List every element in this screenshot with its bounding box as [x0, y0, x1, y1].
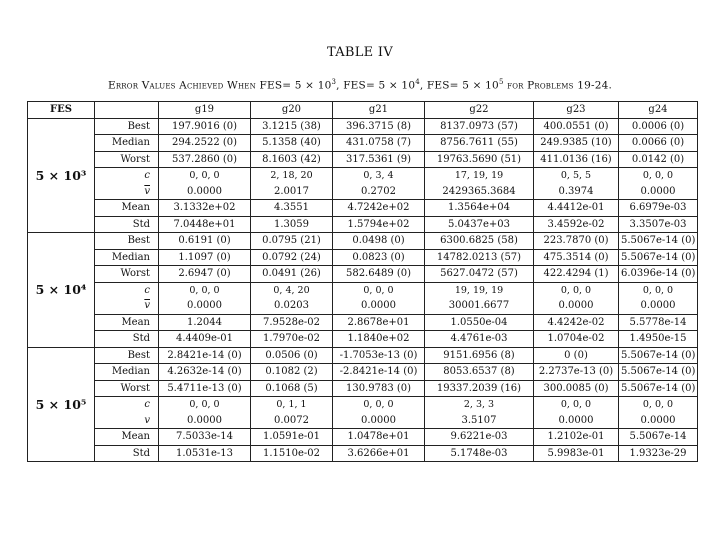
table-cell: 5.5067e-14 (0) — [619, 347, 698, 364]
table-cell: 7.0448e+01 — [159, 216, 251, 233]
header-g24: g24 — [619, 102, 698, 119]
table-cell: 3.3507e-03 — [619, 216, 698, 233]
metric-label: Worst — [95, 380, 159, 397]
fes-value: 5 × 10⁵ — [28, 347, 95, 462]
table-cell: 0.2702 — [333, 184, 425, 200]
table-cell: 5.9983e-01 — [534, 445, 619, 462]
table-row — [28, 397, 698, 413]
table-cell: 1.1510e-02 — [251, 445, 333, 462]
table-cell: 1.0704e-02 — [534, 331, 619, 348]
table-cell: 411.0136 (16) — [534, 151, 619, 168]
table-cell: 0, 0, 0 — [159, 168, 251, 184]
table-cell: 1.2102e-01 — [534, 429, 619, 446]
table-cell: 5.5067e-14 (0) — [619, 380, 698, 397]
metric-label: v — [95, 413, 159, 429]
metric-label: Best — [95, 347, 159, 364]
table-row — [28, 429, 698, 446]
table-cell: 0, 0, 0 — [619, 397, 698, 413]
table-cell: 4.3551 — [251, 200, 333, 217]
table-cell: 5627.0472 (57) — [425, 266, 534, 283]
table-cell: 1.7970e-02 — [251, 331, 333, 348]
header-row — [28, 102, 698, 119]
metric-label: $\overline{v}$ — [95, 298, 159, 314]
table-cell: 5.5067e-14 — [619, 429, 698, 446]
table-cell: 0.0072 — [251, 413, 333, 429]
table-cell: 0, 0, 0 — [333, 282, 425, 298]
table-cell: 0.6191 (0) — [159, 233, 251, 250]
table-cell: 6.6979e-03 — [619, 200, 698, 217]
table-row — [28, 168, 698, 184]
table-cell: 0.0000 — [333, 413, 425, 429]
table-cell: 294.2522 (0) — [159, 135, 251, 152]
table-cell: 5.1358 (40) — [251, 135, 333, 152]
results-table — [27, 101, 698, 462]
table-cell: 2.2737e-13 (0) — [534, 364, 619, 381]
table-cell: 4.4412e-01 — [534, 200, 619, 217]
table-cell: 475.3514 (0) — [534, 249, 619, 266]
table-caption — [0, 78, 720, 92]
table-cell: 317.5361 (9) — [333, 151, 425, 168]
table-cell: 0, 5, 5 — [534, 168, 619, 184]
header-fes: FES — [28, 102, 95, 119]
metric-label: c — [95, 168, 159, 184]
caption-text-3: , FES= 5 × 10 — [419, 79, 499, 92]
table-title: TABLE IV — [326, 45, 394, 60]
caption-text-1: Error Values Achieved When FES= 5 × 10 — [107, 79, 332, 92]
table-cell: 5.4711e-13 (0) — [159, 380, 251, 397]
table-cell: 2.8421e-14 (0) — [159, 347, 251, 364]
table-cell: 6.0396e-14 (0) — [619, 266, 698, 283]
table-cell: 0 (0) — [534, 347, 619, 364]
table-cell: 197.9016 (0) — [159, 118, 251, 135]
table-row — [28, 380, 698, 397]
table-cell: 0.1068 (5) — [251, 380, 333, 397]
metric-label: Best — [95, 233, 159, 250]
table-cell: 1.3564e+04 — [425, 200, 534, 217]
results-body — [28, 118, 698, 462]
table-row — [28, 200, 698, 217]
table-cell: 6300.6825 (58) — [425, 233, 534, 250]
table-cell: 2, 3, 3 — [425, 397, 534, 413]
metric-label: Mean — [95, 200, 159, 217]
table-row — [28, 282, 698, 298]
table-cell: -2.8421e-14 (0) — [333, 364, 425, 381]
table-cell: 0, 0, 0 — [619, 282, 698, 298]
table-cell: 0.0000 — [619, 413, 698, 429]
table-cell: 14782.0213 (57) — [425, 249, 534, 266]
table-row — [28, 364, 698, 381]
metric-label: Worst — [95, 266, 159, 283]
table-row — [28, 216, 698, 233]
table-cell: -1.7053e-13 (0) — [333, 347, 425, 364]
table-cell: 4.4761e-03 — [425, 331, 534, 348]
table-cell: 537.2860 (0) — [159, 151, 251, 168]
metric-label: c — [95, 397, 159, 413]
table-cell: 0, 0, 0 — [534, 282, 619, 298]
header-g22: g22 — [425, 102, 534, 119]
table-row — [28, 233, 698, 250]
table-cell: 3.5107 — [425, 413, 534, 429]
table-cell: 8053.6537 (8) — [425, 364, 534, 381]
header-g23: g23 — [534, 102, 619, 119]
table-cell: 422.4294 (1) — [534, 266, 619, 283]
table-cell: 4.4242e-02 — [534, 314, 619, 331]
table-cell: 0.0506 (0) — [251, 347, 333, 364]
metric-label: Best — [95, 118, 159, 135]
table-cell: 0, 1, 1 — [251, 397, 333, 413]
table-cell: 0.0498 (0) — [333, 233, 425, 250]
header-metric — [95, 102, 159, 119]
table-cell: 1.0531e-13 — [159, 445, 251, 462]
table-cell: 0.0792 (24) — [251, 249, 333, 266]
table-cell: 19763.5690 (51) — [425, 151, 534, 168]
metric-label: Std — [95, 331, 159, 348]
table-cell: 400.0551 (0) — [534, 118, 619, 135]
table-cell: 3.1215 (38) — [251, 118, 333, 135]
header-g19: g19 — [159, 102, 251, 119]
table-cell: 223.7870 (0) — [534, 233, 619, 250]
table-cell: 3.6266e+01 — [333, 445, 425, 462]
table-cell: 8.1603 (42) — [251, 151, 333, 168]
table-cell: 2.8678e+01 — [333, 314, 425, 331]
metric-label: $\overline{v}$ — [95, 184, 159, 200]
table-cell: 0.0000 — [159, 413, 251, 429]
table-cell: 1.0478e+01 — [333, 429, 425, 446]
table-cell: 2429365.3684 — [425, 184, 534, 200]
fes-value: 5 × 10⁴ — [28, 233, 95, 348]
table-cell: 8756.7611 (55) — [425, 135, 534, 152]
table-cell: 3.4592e-02 — [534, 216, 619, 233]
table-cell: 2.0017 — [251, 184, 333, 200]
table-row — [28, 151, 698, 168]
table-cell: 1.5794e+02 — [333, 216, 425, 233]
header-g20: g20 — [251, 102, 333, 119]
table-cell: 0.0066 (0) — [619, 135, 698, 152]
table-cell: 249.9385 (10) — [534, 135, 619, 152]
table-row — [28, 135, 698, 152]
table-cell: 0, 3, 4 — [333, 168, 425, 184]
table-cell: 431.0758 (7) — [333, 135, 425, 152]
table-cell: 1.0591e-01 — [251, 429, 333, 446]
metric-label: Mean — [95, 429, 159, 446]
table-cell: 0.0000 — [159, 184, 251, 200]
table-cell: 0, 0, 0 — [534, 397, 619, 413]
metric-label: Std — [95, 445, 159, 462]
table-row — [28, 445, 698, 462]
table-cell: 0.0000 — [534, 298, 619, 314]
table-cell: 0.0000 — [159, 298, 251, 314]
table-cell: 0.0006 (0) — [619, 118, 698, 135]
table-cell: 5.1748e-03 — [425, 445, 534, 462]
table-cell: 130.9783 (0) — [333, 380, 425, 397]
table-cell: 19337.2039 (16) — [425, 380, 534, 397]
table-cell: 0.0000 — [619, 184, 698, 200]
caption-text-2: , FES= 5 × 10 — [336, 79, 416, 92]
table-cell: 19, 19, 19 — [425, 282, 534, 298]
table-cell: 5.5067e-14 (0) — [619, 249, 698, 266]
table-cell: 30001.6677 — [425, 298, 534, 314]
table-row — [28, 413, 698, 429]
table-cell: 0.0000 — [534, 413, 619, 429]
table-row — [28, 118, 698, 135]
table-cell: 0, 4, 20 — [251, 282, 333, 298]
table-cell: 1.4950e-15 — [619, 331, 698, 348]
header-g21: g21 — [333, 102, 425, 119]
table-row — [28, 184, 698, 200]
table-cell: 5.5778e-14 — [619, 314, 698, 331]
table-cell: 0, 0, 0 — [619, 168, 698, 184]
table-row — [28, 266, 698, 283]
caption-text-4: for Problems 19-24. — [503, 79, 613, 92]
table-row — [28, 331, 698, 348]
table-cell: 7.9528e-02 — [251, 314, 333, 331]
table-cell: 1.1097 (0) — [159, 249, 251, 266]
table-cell: 3.1332e+02 — [159, 200, 251, 217]
table-cell: 5.5067e-14 (0) — [619, 364, 698, 381]
metric-label: Median — [95, 135, 159, 152]
table-cell: 9.6221e-03 — [425, 429, 534, 446]
table-row — [28, 298, 698, 314]
table-cell: 0.0000 — [333, 298, 425, 314]
metric-label: Median — [95, 364, 159, 381]
table-cell: 4.4409e-01 — [159, 331, 251, 348]
table-cell: 0.0823 (0) — [333, 249, 425, 266]
table-cell: 9151.6956 (8) — [425, 347, 534, 364]
table-row — [28, 249, 698, 266]
caption-exp-2: 4 — [415, 78, 420, 86]
table-row — [28, 314, 698, 331]
table-cell: 2, 18, 20 — [251, 168, 333, 184]
metric-label: c — [95, 282, 159, 298]
table-cell: 0.3974 — [534, 184, 619, 200]
fes-value: 5 × 10³ — [28, 118, 95, 233]
metric-label: Mean — [95, 314, 159, 331]
table-cell: 0.0491 (26) — [251, 266, 333, 283]
table-cell: 1.0550e-04 — [425, 314, 534, 331]
table-row — [28, 347, 698, 364]
metric-label: Median — [95, 249, 159, 266]
table-cell: 1.2044 — [159, 314, 251, 331]
table-cell: 1.9323e-29 — [619, 445, 698, 462]
table-cell: 5.5067e-14 (0) — [619, 233, 698, 250]
table-cell: 1.1840e+02 — [333, 331, 425, 348]
table-cell: 4.2632e-14 (0) — [159, 364, 251, 381]
table-cell: 1.3059 — [251, 216, 333, 233]
metric-label: Worst — [95, 151, 159, 168]
table-cell: 0, 0, 0 — [159, 282, 251, 298]
table-cell: 0.0142 (0) — [619, 151, 698, 168]
table-cell: 0.0795 (21) — [251, 233, 333, 250]
caption-exp-1: 3 — [331, 78, 337, 86]
table-cell: 2.6947 (0) — [159, 266, 251, 283]
caption-exp-3: 5 — [498, 78, 504, 86]
table-cell: 396.3715 (8) — [333, 118, 425, 135]
table-cell: 5.0437e+03 — [425, 216, 534, 233]
metric-label: Std — [95, 216, 159, 233]
table-cell: 8137.0973 (57) — [425, 118, 534, 135]
table-cell: 4.7242e+02 — [333, 200, 425, 217]
table-cell: 7.5033e-14 — [159, 429, 251, 446]
table-cell: 582.6489 (0) — [333, 266, 425, 283]
table-cell: 17, 19, 19 — [425, 168, 534, 184]
table-cell: 0.0203 — [251, 298, 333, 314]
table-cell: 300.0085 (0) — [534, 380, 619, 397]
table-cell: 0, 0, 0 — [333, 397, 425, 413]
table-cell: 0.0000 — [619, 298, 698, 314]
table-cell: 0, 0, 0 — [159, 397, 251, 413]
table-cell: 0.1082 (2) — [251, 364, 333, 381]
